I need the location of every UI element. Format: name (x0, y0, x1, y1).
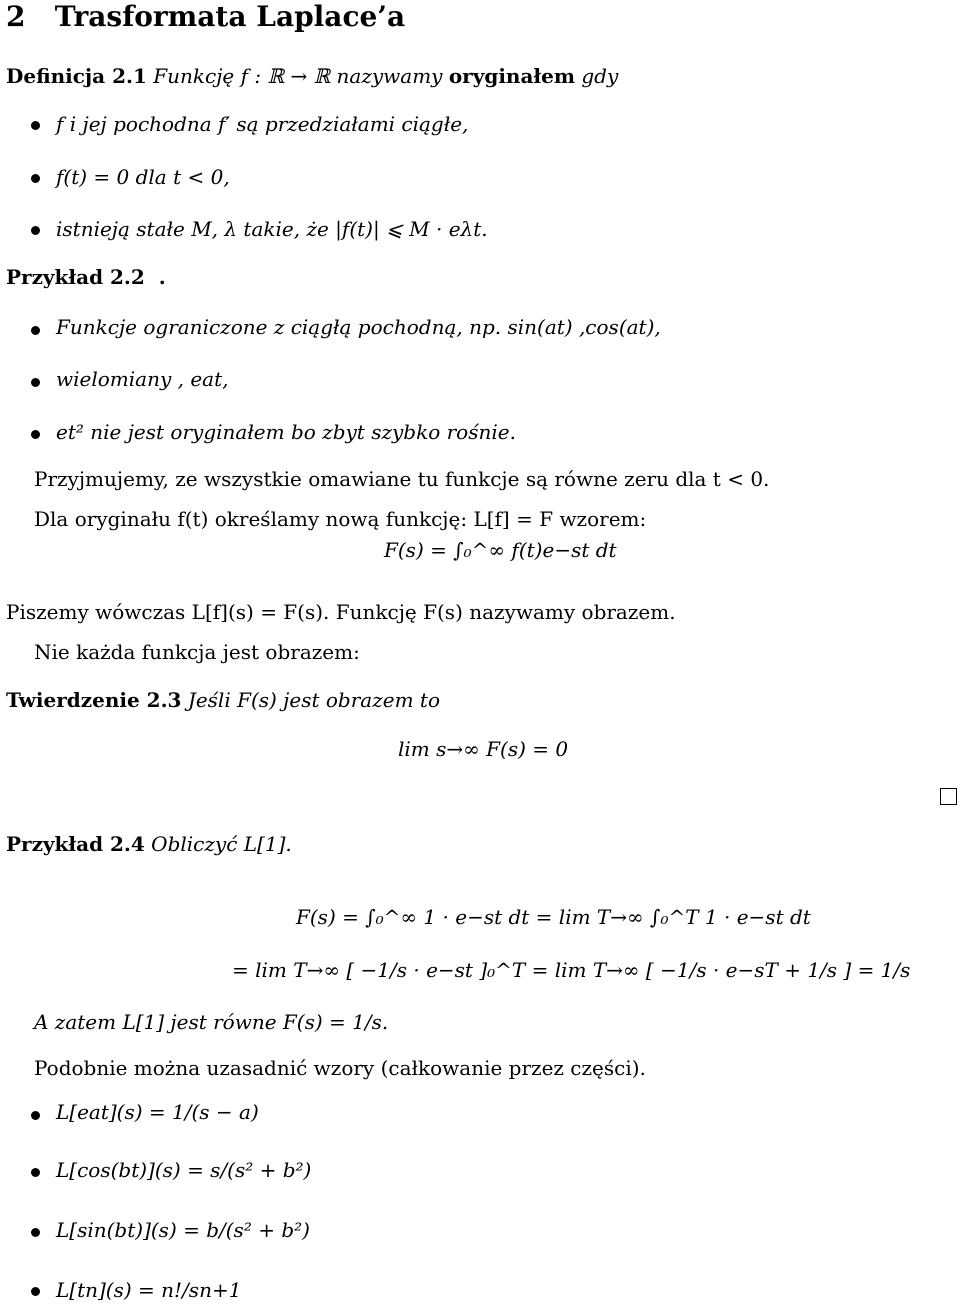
definition-item-2: f(t) = 0 dla t < 0, (56, 165, 230, 189)
bullet-icon (31, 378, 40, 387)
example2-label: Przykład 2.4 (6, 832, 145, 856)
laplace-cos-formula: L[cos(bt)](s) = s/(s² + b²) (56, 1158, 312, 1182)
laplace-sin-formula: L[sin(bt)](s) = b/(s² + b²) (56, 1218, 310, 1242)
example2-derivation-line1: F(s) = ∫₀^∞ 1 · e−st dt = lim T→∞ ∫₀^T 1 · e−st dt (296, 905, 811, 929)
definition-label: Definicja 2.1 (6, 64, 147, 88)
laplace-power-formula: L[tn](s) = n!/sn+1 (56, 1278, 242, 1302)
bullet-icon (31, 326, 40, 335)
example-item-2: wielomiany , eat, (56, 367, 229, 391)
laplace-integral-formula: F(s) = ∫₀^∞ f(t)e−st dt (384, 538, 617, 562)
definition-intro: Funkcję f : ℝ → ℝ nazywamy (153, 64, 443, 88)
example-label: Przykład 2.2 . (6, 265, 166, 289)
theorem-formula: lim s→∞ F(s) = 0 (398, 737, 569, 761)
section-heading (6, 0, 405, 33)
qed-square-icon (940, 788, 957, 805)
paragraph-definition-laplace: Dla oryginału f(t) określamy nową funkcję: L[f] = F wzorem: (34, 507, 647, 531)
example2-derivation-line2: = lim T→∞ [ −1/s · e−st ]₀^T = lim T→∞ [ −1/s · e−sT + 1/s ] = 1/s (232, 958, 911, 982)
theorem-header (6, 688, 440, 712)
bullet-icon (31, 1287, 40, 1296)
bullet-icon (31, 1228, 40, 1237)
paragraph-notation: Piszemy wówczas L[f](s) = F(s). Funkcję F(s) nazywamy obrazem. (6, 600, 676, 624)
paragraph-similarly: Podobnie można uzasadnić wzory (całkowanie przez części). (34, 1056, 646, 1080)
theorem-text: Jeśli F(s) jest obrazem to (187, 688, 440, 712)
bullet-icon (31, 174, 40, 183)
example-item-1: Funkcje ograniczone z ciągłą pochodną, np. sin(at) ,cos(at), (56, 315, 661, 339)
definition-item-3: istnieją stałe M, λ takie, że |f(t)| ⩽ M · eλt. (56, 217, 488, 241)
paragraph-not-every: Nie każda funkcja jest obrazem: (34, 640, 360, 664)
bullet-icon (31, 121, 40, 130)
theorem-label: Twierdzenie 2.3 (6, 688, 182, 712)
bullet-icon (31, 1111, 40, 1120)
example2-conclusion: A zatem L[1] jest równe F(s) = 1/s. (34, 1010, 389, 1034)
example2-text: Obliczyć L[1]. (151, 832, 292, 856)
section-number: 2 (6, 0, 26, 33)
example2-header (6, 832, 292, 856)
definition-item-1: f i jej pochodna f′ są przedziałami ciągłe, (56, 112, 469, 136)
laplace-exp-formula: L[eat](s) = 1/(s − a) (56, 1100, 259, 1124)
paragraph-zero-assumption: Przyjmujemy, ze wszystkie omawiane tu funkcje są równe zeru dla t < 0. (34, 467, 770, 491)
definition-term: oryginałem (448, 64, 576, 88)
definition-after: gdy (581, 64, 619, 88)
example-item-3: et² nie jest oryginałem bo zbyt szybko rośnie. (56, 420, 516, 444)
bullet-icon (31, 226, 40, 235)
definition-header (6, 64, 618, 88)
bullet-icon (31, 430, 40, 439)
section-title: Trasformata Laplace’a (54, 0, 406, 33)
bullet-icon (31, 1168, 40, 1177)
